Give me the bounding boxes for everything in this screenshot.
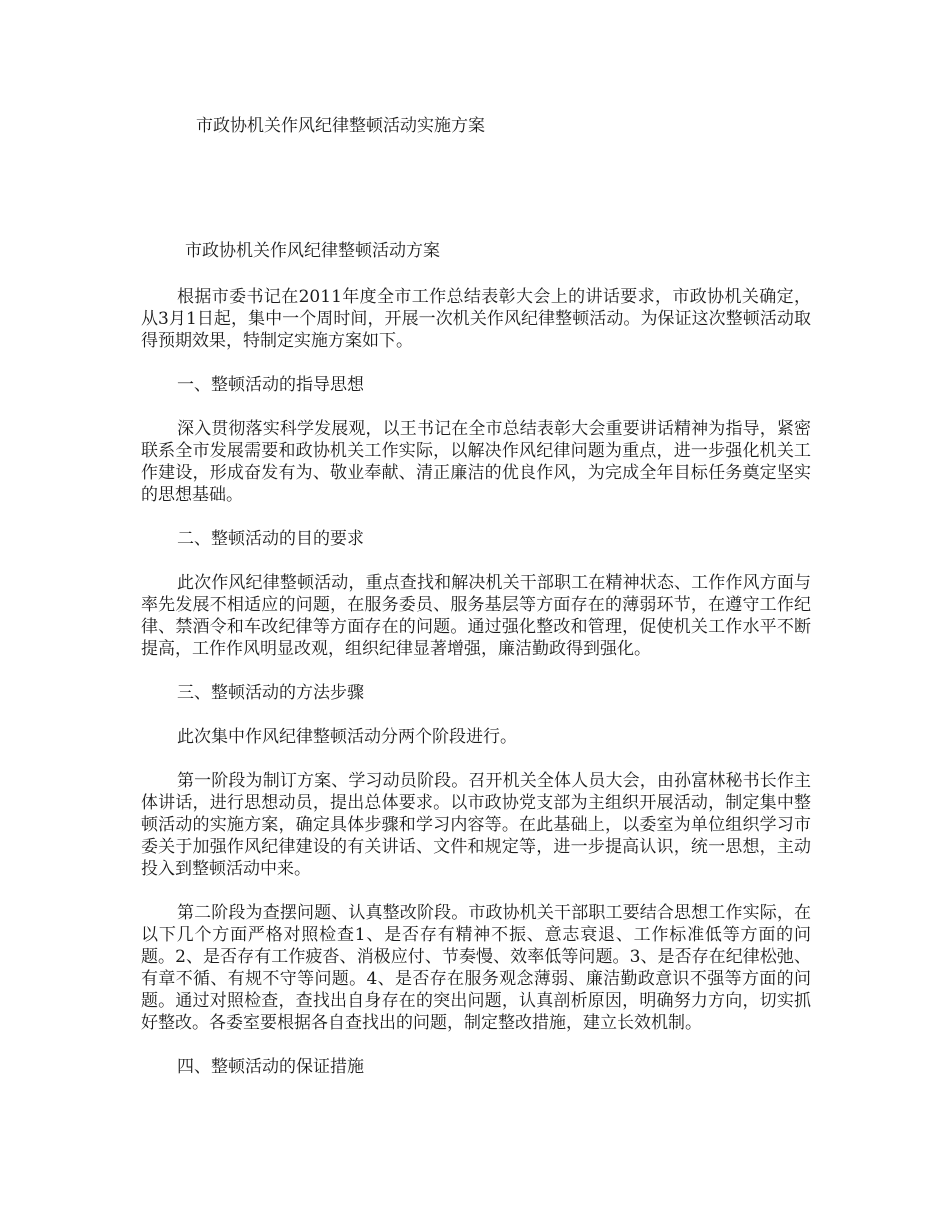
- section-3-stage-2: 第二阶段为查摆问题、认真整改阶段。市政协机关干部职工要结合思想工作实际，在以下几个方面严格对照检查1、是否存有精神不振、意志衰退、工作标准低等方面的问题。2、是否存有工作疲沓、消极应付、节奏慢、效率低等问题。3、是否存在纪律松弛、有章不循、有规不守等问题。4、是否存在服务观念薄弱、廉洁勤政意识不强等方面的问题。通过对照检查，查找出自身存在的突出问题，认真剖析原因，明确努力方向，切实抓好整改。各委室要根据各自查找出的问题，制定整改措施，建立长效机制。: [141, 903, 811, 1033]
- section-3-intro: 此次集中作风纪律整顿活动分两个阶段进行。: [177, 727, 517, 747]
- section-body-1: 深入贯彻落实科学发展观，以王书记在全市总结表彰大会重要讲话精神为指导，紧密联系全市发展需要和政协机关工作实际，以解决作风纪律问题为重点，进一步强化机关工作建设，形成奋发有为、敬业奉献、清正廉洁的优良作风，为完成全年目标任务奠定坚实的思想基础。: [141, 419, 811, 505]
- section-heading-3: 三、整顿活动的方法步骤: [177, 683, 364, 703]
- intro-paragraph: 根据市委书记在2011年度全市工作总结表彰大会上的讲话要求，市政协机关确定，从3月1日起，集中一个周时间，开展一次机关作风纪律整顿活动。为保证这次整顿活动取得预期效果，特制定实施方案如下。: [141, 287, 811, 351]
- document-title: 市政协机关作风纪律整顿活动实施方案: [196, 116, 485, 136]
- document-body: [141, 240, 811, 1100]
- section-body-2: 此次作风纪律整顿活动，重点查找和解决机关干部职工在精神状态、工作作风方面与率先发展不相适应的问题，在服务委员、服务基层等方面存在的薄弱环节，在遵守工作纪律、禁酒令和车改纪律等方面存在的问题。通过强化整改和管理，促使机关工作水平不断提高，工作作风明显改观，组织纪律显著增强，廉洁勤政得到强化。: [141, 573, 811, 659]
- section-heading-1: 一、整顿活动的指导思想: [177, 375, 364, 395]
- document-subtitle: 市政协机关作风纪律整顿活动方案: [185, 241, 440, 261]
- section-3-stage-1: 第一阶段为制订方案、学习动员阶段。召开机关全体人员大会，由孙富林秘书长作主体讲话，进行思想动员，提出总体要求。以市政协党支部为主组织开展活动，制定集中整顿活动的实施方案，确定具体步骤和学习内容等。在此基础上，以委室为单位组织学习市委关于加强作风纪律建设的有关讲话、文件和规定等，进一步提高认识，统一思想，主动投入到整顿活动中来。: [141, 771, 811, 879]
- section-heading-2: 二、整顿活动的目的要求: [177, 529, 364, 549]
- section-heading-4: 四、整顿活动的保证措施: [177, 1057, 364, 1077]
